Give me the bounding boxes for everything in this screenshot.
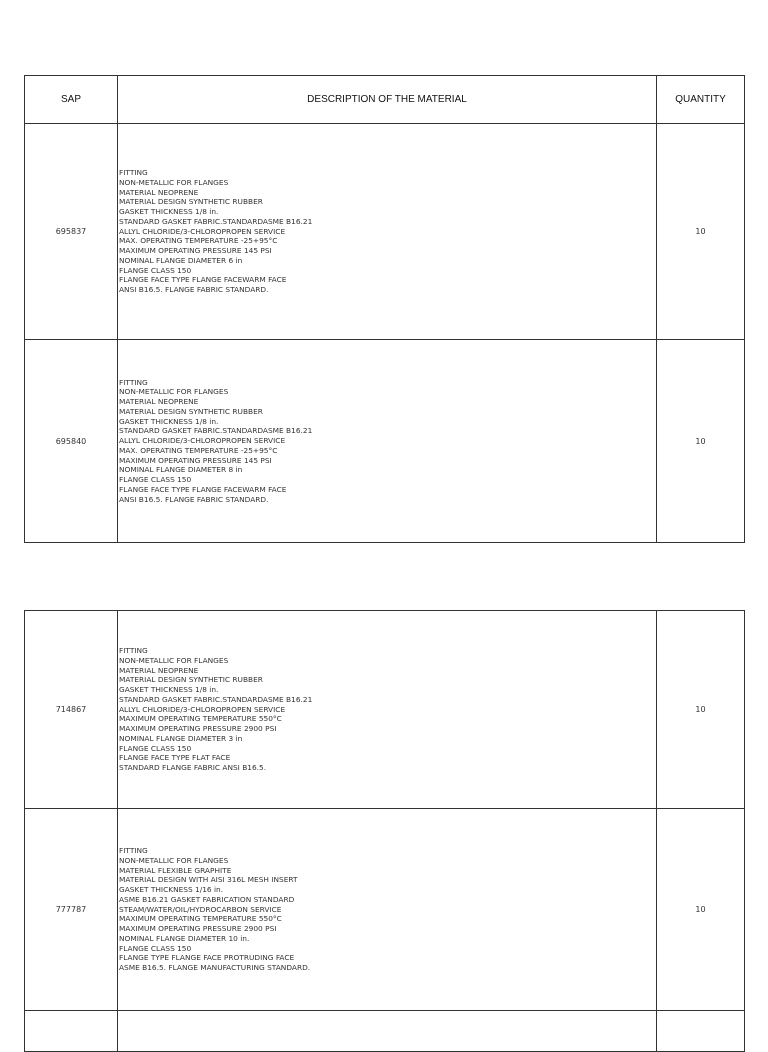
table-row (25, 809, 745, 1011)
description-line: MAXIMUM OPERATING PRESSURE 145 PSI (119, 246, 272, 256)
description-line: MAXIMUM OPERATING PRESSURE 145 PSI (119, 455, 272, 465)
material-description (118, 340, 657, 543)
description-line: FITTING (119, 646, 148, 656)
description-line: FLANGE CLASS 150 (119, 475, 192, 485)
material-description (118, 124, 657, 340)
material-description (118, 809, 657, 1011)
description-line: FITTING (119, 168, 148, 178)
material-description (118, 1011, 657, 1052)
description-line: NOMINAL FLANGE DIAMETER 8 in (119, 465, 243, 475)
description-line: GASKET THICKNESS 1/8 in. (119, 685, 219, 695)
quantity-value: 10 (657, 809, 745, 1011)
description-line: FLANGE CLASS 150 (119, 743, 192, 753)
quantity-value: 10 (657, 340, 745, 543)
description-line: MAXIMUM OPERATING PRESSURE 2900 PSI (119, 724, 277, 734)
description-line: MAXIMUM OPERATING TEMPERATURE 550°C (119, 714, 282, 724)
description-line: ASME B16.21 GASKET FABRICATION STANDARD (119, 894, 295, 904)
description-line: FLANGE FACE TYPE FLANGE FACEWARM FACE (119, 484, 287, 494)
description-line: STANDARD GASKET FABRIC.STANDARDASME B16.21 (119, 426, 313, 436)
sap-code (25, 1011, 118, 1052)
table-row (25, 124, 745, 340)
description-line: FLANGE FACE TYPE FLANGE FACEWARM FACE (119, 275, 287, 285)
description-line: STEAM/WATER/OIL/HYDROCARBON SERVICE (119, 904, 282, 914)
description-line: FLANGE TYPE FLANGE FACE PROTRUDING FACE (119, 953, 295, 963)
materials-table-2 (24, 610, 745, 1052)
sap-code: 695840 (25, 340, 118, 543)
description-line: FITTING (119, 377, 148, 387)
description-line: MATERIAL DESIGN SYNTHETIC RUBBER (119, 406, 263, 416)
sap-code: 695837 (25, 124, 118, 340)
sap-code: 714867 (25, 611, 118, 809)
description-line: GASKET THICKNESS 1/8 in. (119, 207, 219, 217)
description-line: MATERIAL DESIGN SYNTHETIC RUBBER (119, 197, 263, 207)
description-line: ASME B16.5. FLANGE MANUFACTURING STANDARD. (119, 963, 311, 973)
description-line: GASKET THICKNESS 1/8 in. (119, 416, 219, 426)
description-column-header: DESCRIPTION OF THE MATERIAL (118, 76, 657, 124)
description-line: ALLYL CHLORIDE/3-CHLOROPROPEN SERVICE (119, 436, 286, 446)
description-line: MAX. OPERATING TEMPERATURE -25+95°C (119, 236, 278, 246)
description-line: FLANGE CLASS 150 (119, 265, 192, 275)
description-line: MATERIAL DESIGN WITH AISI 316L MESH INSERT (119, 875, 298, 885)
quantity-value: 10 (657, 124, 745, 340)
description-line: NON-METALLIC FOR FLANGES (119, 655, 229, 665)
description-line: FLANGE CLASS 150 (119, 943, 192, 953)
description-line: FITTING (119, 846, 148, 856)
description-line: NOMINAL FLANGE DIAMETER 6 in (119, 255, 243, 265)
description-line: NON-METALLIC FOR FLANGES (119, 855, 229, 865)
materials-table-1 (24, 75, 745, 543)
description-line: STANDARD FLANGE FABRIC ANSI B16.5. (119, 763, 267, 773)
description-line: FLANGE FACE TYPE FLAT FACE (119, 753, 231, 763)
description-line: STANDARD GASKET FABRIC.STANDARDASME B16.21 (119, 216, 313, 226)
description-line: STANDARD GASKET FABRIC.STANDARDASME B16.21 (119, 694, 313, 704)
sap-code: 777787 (25, 809, 118, 1011)
table-row (25, 611, 745, 809)
description-line: GASKET THICKNESS 1/16 in. (119, 885, 224, 895)
table-row (25, 340, 745, 543)
description-line: MATERIAL FLEXIBLE GRAPHITE (119, 865, 232, 875)
quantity-value (657, 1011, 745, 1052)
description-line: MATERIAL NEOPRENE (119, 397, 199, 407)
description-line: NON-METALLIC FOR FLANGES (119, 387, 229, 397)
quantity-column-header: QUANTITY (657, 76, 745, 124)
table-row (25, 1011, 745, 1052)
description-line: MAXIMUM OPERATING PRESSURE 2900 PSI (119, 924, 277, 934)
description-line: NON-METALLIC FOR FLANGES (119, 177, 229, 187)
description-line: MATERIAL NEOPRENE (119, 187, 199, 197)
description-line: MAXIMUM OPERATING TEMPERATURE 550°C (119, 914, 282, 924)
description-line: MATERIAL DESIGN SYNTHETIC RUBBER (119, 675, 263, 685)
description-line: ANSI B16.5. FLANGE FABRIC STANDARD. (119, 494, 269, 504)
description-line: MATERIAL NEOPRENE (119, 665, 199, 675)
description-line: NOMINAL FLANGE DIAMETER 10 in. (119, 933, 250, 943)
description-line: ANSI B16.5. FLANGE FABRIC STANDARD. (119, 285, 269, 295)
sap-column-header: SAP (25, 76, 118, 124)
material-description (118, 611, 657, 809)
description-line: MAX. OPERATING TEMPERATURE -25+95°C (119, 445, 278, 455)
description-line: NOMINAL FLANGE DIAMETER 3 in (119, 733, 243, 743)
description-line: ALLYL CHLORIDE/3-CHLOROPROPEN SERVICE (119, 704, 286, 714)
quantity-value: 10 (657, 611, 745, 809)
table-header-row (25, 76, 745, 124)
description-line: ALLYL CHLORIDE/3-CHLOROPROPEN SERVICE (119, 226, 286, 236)
